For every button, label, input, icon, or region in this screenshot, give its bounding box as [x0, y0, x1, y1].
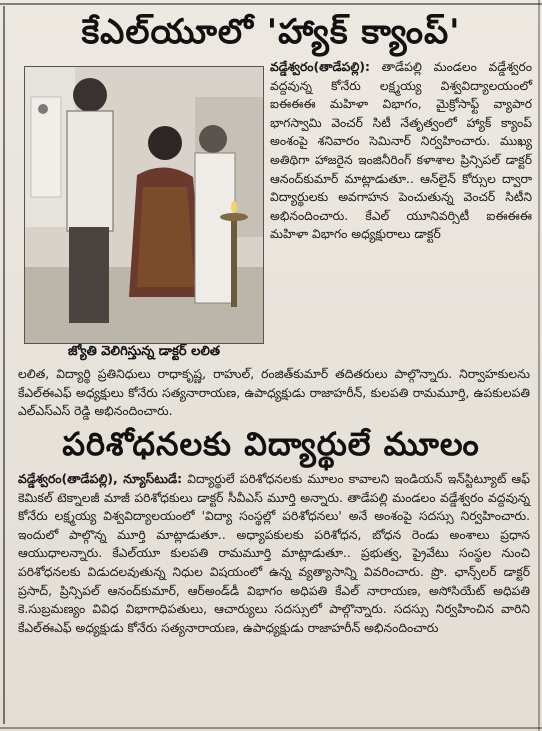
article2-body	[18, 470, 530, 637]
article1-dateline: వడ్డేశ్వరం(తాడేపల్లి):	[270, 60, 370, 74]
bottom-border	[0, 727, 542, 729]
article1-column-text: తాడేపల్లి మండలం వడ్డేశ్వరం వద్దవున్న కోనేరు లక్ష్మయ్య విశ్వవిద్యాలయంలో ఐఈఈఈ మహిళా విభాగం, మైక్రోసాఫ్ట్ వ్యాపార భాగస్వామి వెంచర్ సిటీ నేతృత్వంలో హ్యాక్ క్యాంప్ అంశంపై శనివారం సెమినార్ నిర్వహించారు. ముఖ్య అతిథిగా హాజరైన ఇంజినీరింగ్ కళాశాల ప్రిన్సిపల్ డాక్టర్ ఆనంద్‌కుమార్ మాట్లాడుతూ.. ఆన్‌లైన్ కోర్సుల ద్వారా విద్యార్థులకు అవగాహన పెంచుతున్న వెంచర్ సిటీని అభినందించారు. కేఎల్ యూనివర్సిటీ ఐఈఈఈ మహిళా విభాగం అధ్యక్షురాలు డాక్టర్	[270, 60, 532, 242]
top-border	[0, 3, 542, 5]
article1-photo	[24, 66, 264, 344]
right-border	[538, 0, 540, 731]
article2-dateline: వడ్డేశ్వరం(తాడేపల్లి), న్యూస్‌టుడే:	[18, 472, 183, 486]
article2-headline: పరిశోధనలకు విద్యార్థులే మూలం	[62, 425, 480, 463]
article2-body-text: విద్యార్థులే పరిశోధనలకు మూలం కావాలని ఇండియన్ ఇన్‌స్టిట్యూట్ ఆఫ్ కెమికల్ టెక్నాలజీ మాజీ పరిశోధకులు డాక్టర్ సీవీఎస్ మూర్తి అన్నారు. తాడేపల్లి మండలం వడ్డేశ్వరం వద్దవున్న కోనేరు లక్ష్మయ్య విశ్వవిద్యాలయంలో 'విద్యా సంస్థల్లో పరిశోధనలు' అనే అంశంపై సదస్సు నిర్వహించారు. ఇందులో పాల్గొన్న మూర్తి మాట్లాడుతూ.. అధ్యాపకులకు పరిశోధన, బోధన రెండు అంశాలు ప్రధాన ఆయుధాలన్నారు. కేఎల్‌యూ కులపతి రామమూర్తి మాట్లాడుతూ.. ప్రభుత్వ, ప్రైవేటు సంస్థల నుంచి పరిశోధనలకు విడుదలవుతున్న నిధుల విషయంలో ఉన్న వ్యత్యాసాన్ని వివరించారు. ప్రొ. ఛాన్స్‌లర్ డాక్టర్ ప్రసాద్, ప్రిన్సిపల్ ఆనంద్‌కుమార్, ఆర్‌అండ్‌డీ విభాగం అధిపతి కేఎల్ నారాయణ, అసోసియేట్ అధిపతి కె.సుబ్రమణ్యం వివిధ విభాగాధిపతులు, ఆచార్యులు సదస్సులో పాల్గొన్నారు. సదస్సు నిర్వహించిన వారిని కేఎల్ఈఎఫ్ అధ్యక్షుడు కోనేరు సత్యనారాయణ, ఉపాధ్యక్షుడు రాజాహరీన్ అభినందించారు	[18, 472, 530, 635]
left-border	[3, 6, 5, 724]
article1-photo-caption: జ్యోతి వెలిగిస్తున్న డాక్టర్ లలిత	[67, 344, 221, 359]
article1-column	[270, 58, 532, 244]
article1-continuation: లలిత, విద్యార్థి ప్రతినిధులు రాధాకృష్ణ, రాహుల్, రంజిత్‌కుమార్ తదితరులు పాల్గొన్నారు. నిర్వాహకులను కేఎల్ఈఎఫ్ అధ్యక్షులు కోనేరు సత్యనారాయణ, ఉపాధ్యక్షుడు రాజాహరీన్, కులపతి రామమూర్తి, ఉపకులపతి ఎల్ఎస్ఎస్ రెడ్డి అభినందించారు.	[18, 367, 530, 419]
article1-headline: కేఎల్‌యూలో 'హ్యాక్ క్యాంప్'	[81, 12, 461, 52]
